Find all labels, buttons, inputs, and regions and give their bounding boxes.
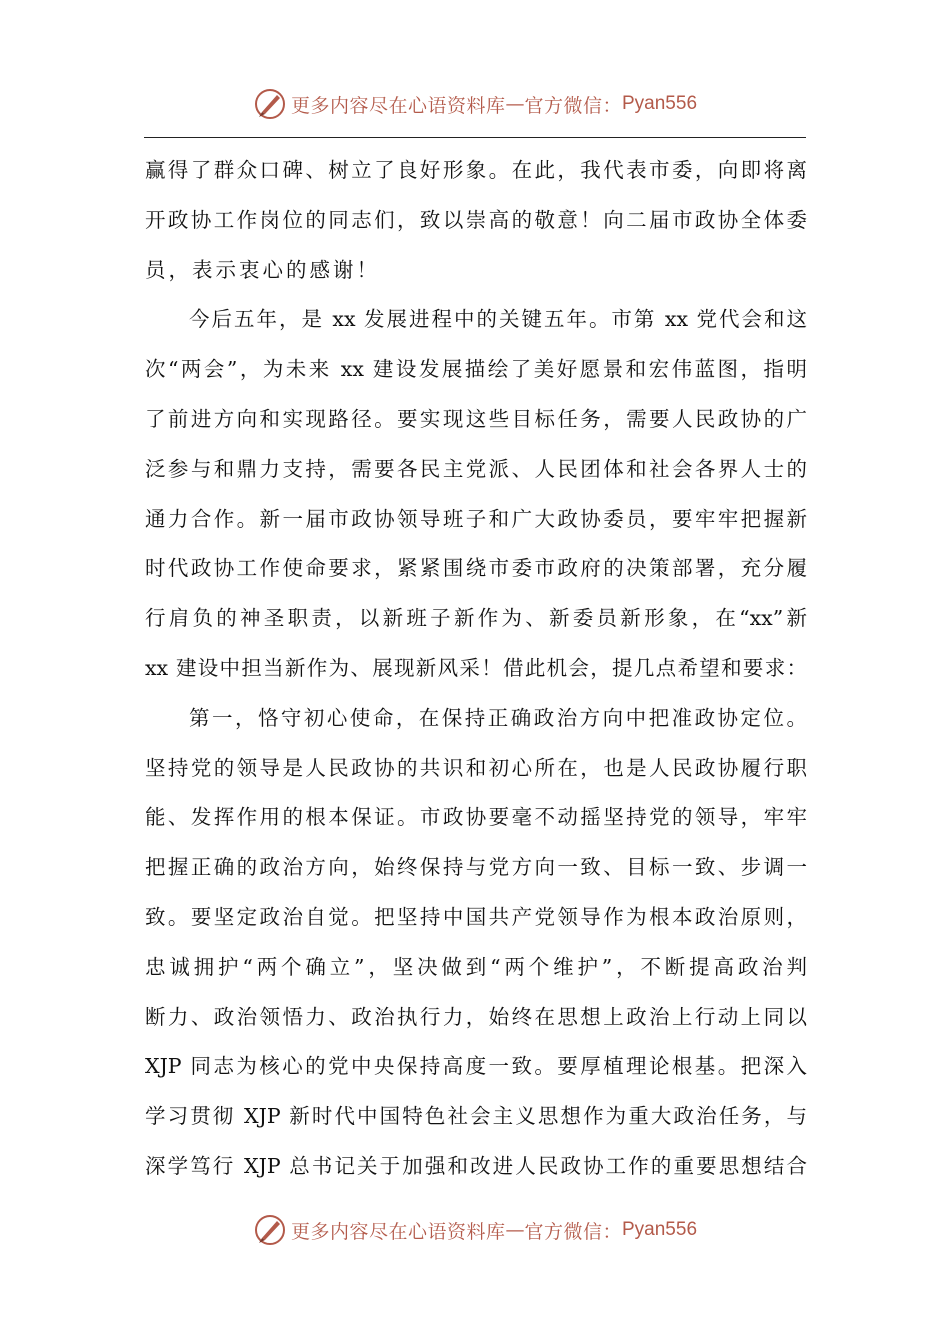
- footer-official-text: 官方微信：: [524, 1220, 622, 1243]
- text-line: 今后五年，是 xx 发展进程中的关键五年。市第 xx 党代会和这: [189, 307, 807, 332]
- footer-separator: —: [505, 1219, 525, 1241]
- text-line: 学习贯彻 XJP 新时代中国特色社会主义思想作为重大政治任务，与: [145, 1104, 807, 1129]
- text-line: 能、发挥作用的根本保证。市政协要毫不动摇坚持党的领导，牢牢: [145, 805, 807, 830]
- text-line: 赢得了群众口碑、树立了良好形象。在此，我代表市委，向即将离: [145, 158, 807, 182]
- text-line: 深学笃行 XJP 总书记关于加强和改进人民政协工作的重要思想结合: [145, 1153, 807, 1178]
- text-line: 坚持党的领导是人民政协的共识和初心所在，也是人民政协履行职: [145, 755, 807, 780]
- footer-handle: Pyan556: [622, 1219, 698, 1240]
- text-line: 开政协工作岗位的同志们，致以崇高的敬意！向二届市政协全体委: [145, 207, 807, 232]
- header-official-text: 官方微信：: [524, 94, 622, 117]
- text-line: 员，表示衷心的感谢！: [145, 257, 380, 282]
- text-line: 时代政协工作使命要求，紧紧围绕市委市政府的决策部署，充分履: [145, 556, 807, 581]
- footer-brand-text: 更多内容尽在心语资料库: [290, 1220, 506, 1243]
- text-line: 了前进方向和实现路径。要实现这些目标任务，需要人民政协的广: [145, 406, 807, 431]
- document-body: [145, 146, 807, 1192]
- text-line: 行肩负的神圣职责，以新班子新作为、新委员新形象，在“xx”新: [145, 606, 807, 631]
- text-line: 断力、政治领悟力、政治执行力，始终在思想上政治上行动上同以: [145, 1004, 807, 1029]
- text-line: xx 建设中担当新作为、展现新风采！借此机会，提几点希望和要求：: [145, 655, 807, 680]
- header-handle: Pyan556: [622, 93, 698, 114]
- footer-banner: [0, 1210, 950, 1250]
- text-line: 通力合作。新一届市政协领导班子和广大政协委员，要牢牢把握新: [145, 506, 807, 531]
- text-line: 次“两会”，为未来 xx 建设发展描绘了美好愿景和宏伟蓝图，指明: [145, 357, 807, 382]
- header-separator: —: [505, 93, 525, 115]
- header-banner: [0, 84, 950, 124]
- header-brand-text: 更多内容尽在心语资料库: [290, 94, 506, 117]
- text-line: XJP 同志为核心的党中央保持高度一致。要厚植理论根基。把深入: [145, 1054, 807, 1079]
- text-line: 第一，恪守初心使命，在保持正确政治方向中把准政协定位。: [189, 705, 807, 730]
- header-divider: [144, 137, 806, 138]
- text-line: 忠诚拥护“两个确立”，坚决做到“两个维护”，不断提高政治判: [145, 954, 807, 979]
- text-line: 泛参与和鼎力支持，需要各民主党派、人民团体和社会各界人士的: [145, 456, 807, 481]
- text-line: 把握正确的政治方向，始终保持与党方向一致、目标一致、步调一: [145, 855, 807, 880]
- quill-logo-icon: [253, 1213, 287, 1247]
- quill-logo-icon: [253, 87, 287, 121]
- text-line: 致。要坚定政治自觉。把坚持中国共产党领导作为根本政治原则，: [145, 904, 807, 929]
